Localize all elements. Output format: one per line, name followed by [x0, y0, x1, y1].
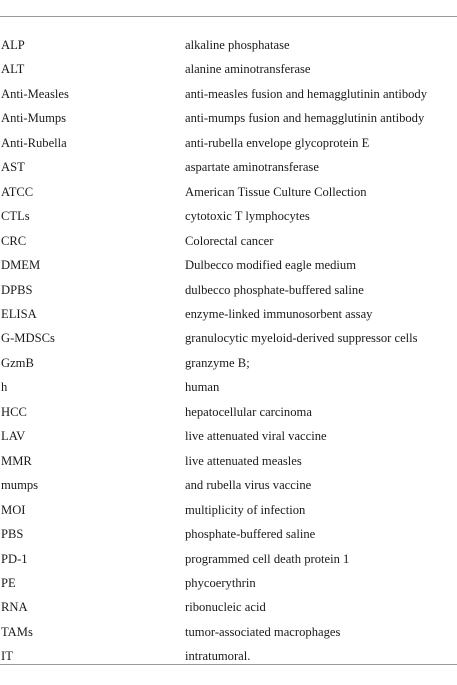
abbreviation-term: IT: [1, 649, 13, 664]
abbreviation-term: ELISA: [1, 306, 37, 321]
abbreviation-definition: cytotoxic T lymphocytes: [185, 209, 310, 224]
abbreviation-definition: Colorectal cancer: [185, 233, 274, 248]
abbreviation-term: CTLs: [1, 209, 30, 224]
abbreviation-term: Anti-Mumps: [1, 111, 67, 126]
table-row: [0, 131, 457, 155]
table-row: [0, 571, 457, 595]
table-row: [0, 229, 457, 253]
table-row: [0, 82, 457, 106]
bottom-rule: [0, 664, 457, 665]
abbreviation-definition: multiplicity of infection: [185, 502, 306, 517]
table-row: [0, 204, 457, 228]
top-rule: [0, 16, 457, 17]
table-row: [0, 326, 457, 350]
abbreviation-definition: Dulbecco modified eagle medium: [185, 258, 357, 273]
table-row: [0, 522, 457, 546]
abbreviation-definition: live attenuated viral vaccine: [185, 429, 327, 444]
abbreviation-term: PBS: [1, 527, 24, 542]
table-row: [0, 644, 457, 668]
table-row: [0, 155, 457, 179]
abbreviation-definition: dulbecco phosphate-buffered saline: [185, 282, 364, 297]
table-row: [0, 620, 457, 644]
table-row: [0, 33, 457, 57]
abbreviation-term: Anti-Rubella: [1, 135, 67, 150]
abbreviation-definition: intratumoral.: [185, 649, 251, 664]
abbreviation-definition: granulocytic myeloid-derived suppressor cells: [185, 331, 418, 346]
abbreviation-definition: live attenuated measles: [185, 453, 302, 468]
table-row: [0, 424, 457, 448]
abbreviation-term: TAMs: [1, 624, 33, 639]
abbreviation-definition: granzyme B;: [185, 355, 250, 370]
abbreviation-definition: tumor-associated macrophages: [185, 624, 341, 639]
table-row: [0, 180, 457, 204]
abbreviation-term: RNA: [1, 600, 28, 615]
table-row: [0, 253, 457, 277]
abbreviations-list: [0, 33, 457, 669]
abbreviation-definition: phycoerythrin: [185, 575, 256, 590]
table-row: [0, 375, 457, 399]
abbreviation-definition: American Tissue Culture Collection: [185, 184, 367, 199]
abbreviation-definition: anti-measles fusion and hemagglutinin antibody: [185, 86, 428, 101]
abbreviation-definition: aspartate aminotransferase: [185, 160, 319, 175]
abbreviation-definition: alanine aminotransferase: [185, 62, 311, 77]
abbreviation-term: h: [1, 380, 8, 395]
table-row: [0, 473, 457, 497]
table-row: [0, 400, 457, 424]
table-row: [0, 278, 457, 302]
table-row: [0, 302, 457, 326]
abbreviation-term: AST: [1, 160, 25, 175]
table-row: [0, 106, 457, 130]
abbreviation-term: ATCC: [1, 184, 34, 199]
abbreviation-term: MOI: [1, 502, 26, 517]
abbreviation-term: HCC: [1, 404, 27, 419]
abbreviation-definition: human: [185, 380, 220, 395]
abbreviation-definition: alkaline phosphatase: [185, 38, 290, 52]
abbreviation-definition: phosphate-buffered saline: [185, 527, 316, 542]
table-row: [0, 498, 457, 522]
abbreviation-term: DPBS: [1, 282, 33, 297]
abbreviation-definition: ribonucleic acid: [185, 600, 266, 615]
abbreviation-term: ALP: [1, 38, 25, 52]
table-row: [0, 449, 457, 473]
abbreviation-term: CRC: [1, 233, 27, 248]
abbreviation-term: Anti-Measles: [1, 86, 69, 101]
table-row: [0, 351, 457, 375]
abbreviation-term: GzmB: [1, 355, 34, 370]
abbreviation-definition: programmed cell death protein 1: [185, 551, 350, 566]
table-row: [0, 547, 457, 571]
table-row: [0, 57, 457, 81]
abbreviation-term: mumps: [1, 478, 39, 493]
abbreviation-definition: anti-mumps fusion and hemagglutinin antibody: [185, 111, 425, 126]
abbreviation-term: PE: [1, 575, 16, 590]
abbreviation-definition: hepatocellular carcinoma: [185, 404, 312, 419]
abbreviation-definition: and rubella virus vaccine: [185, 478, 312, 493]
abbreviations-body: [0, 33, 457, 669]
abbreviation-definition: enzyme-linked immunosorbent assay: [185, 306, 373, 321]
table-row: [0, 595, 457, 619]
abbreviation-term: LAV: [1, 429, 26, 444]
abbreviation-term: ALT: [1, 62, 25, 77]
abbreviation-term: G-MDSCs: [1, 331, 55, 346]
abbreviation-term: DMEM: [1, 258, 41, 273]
abbreviation-term: MMR: [1, 453, 32, 468]
abbreviation-definition: anti-rubella envelope glycoprotein E: [185, 135, 370, 150]
abbreviation-term: PD-1: [1, 551, 28, 566]
